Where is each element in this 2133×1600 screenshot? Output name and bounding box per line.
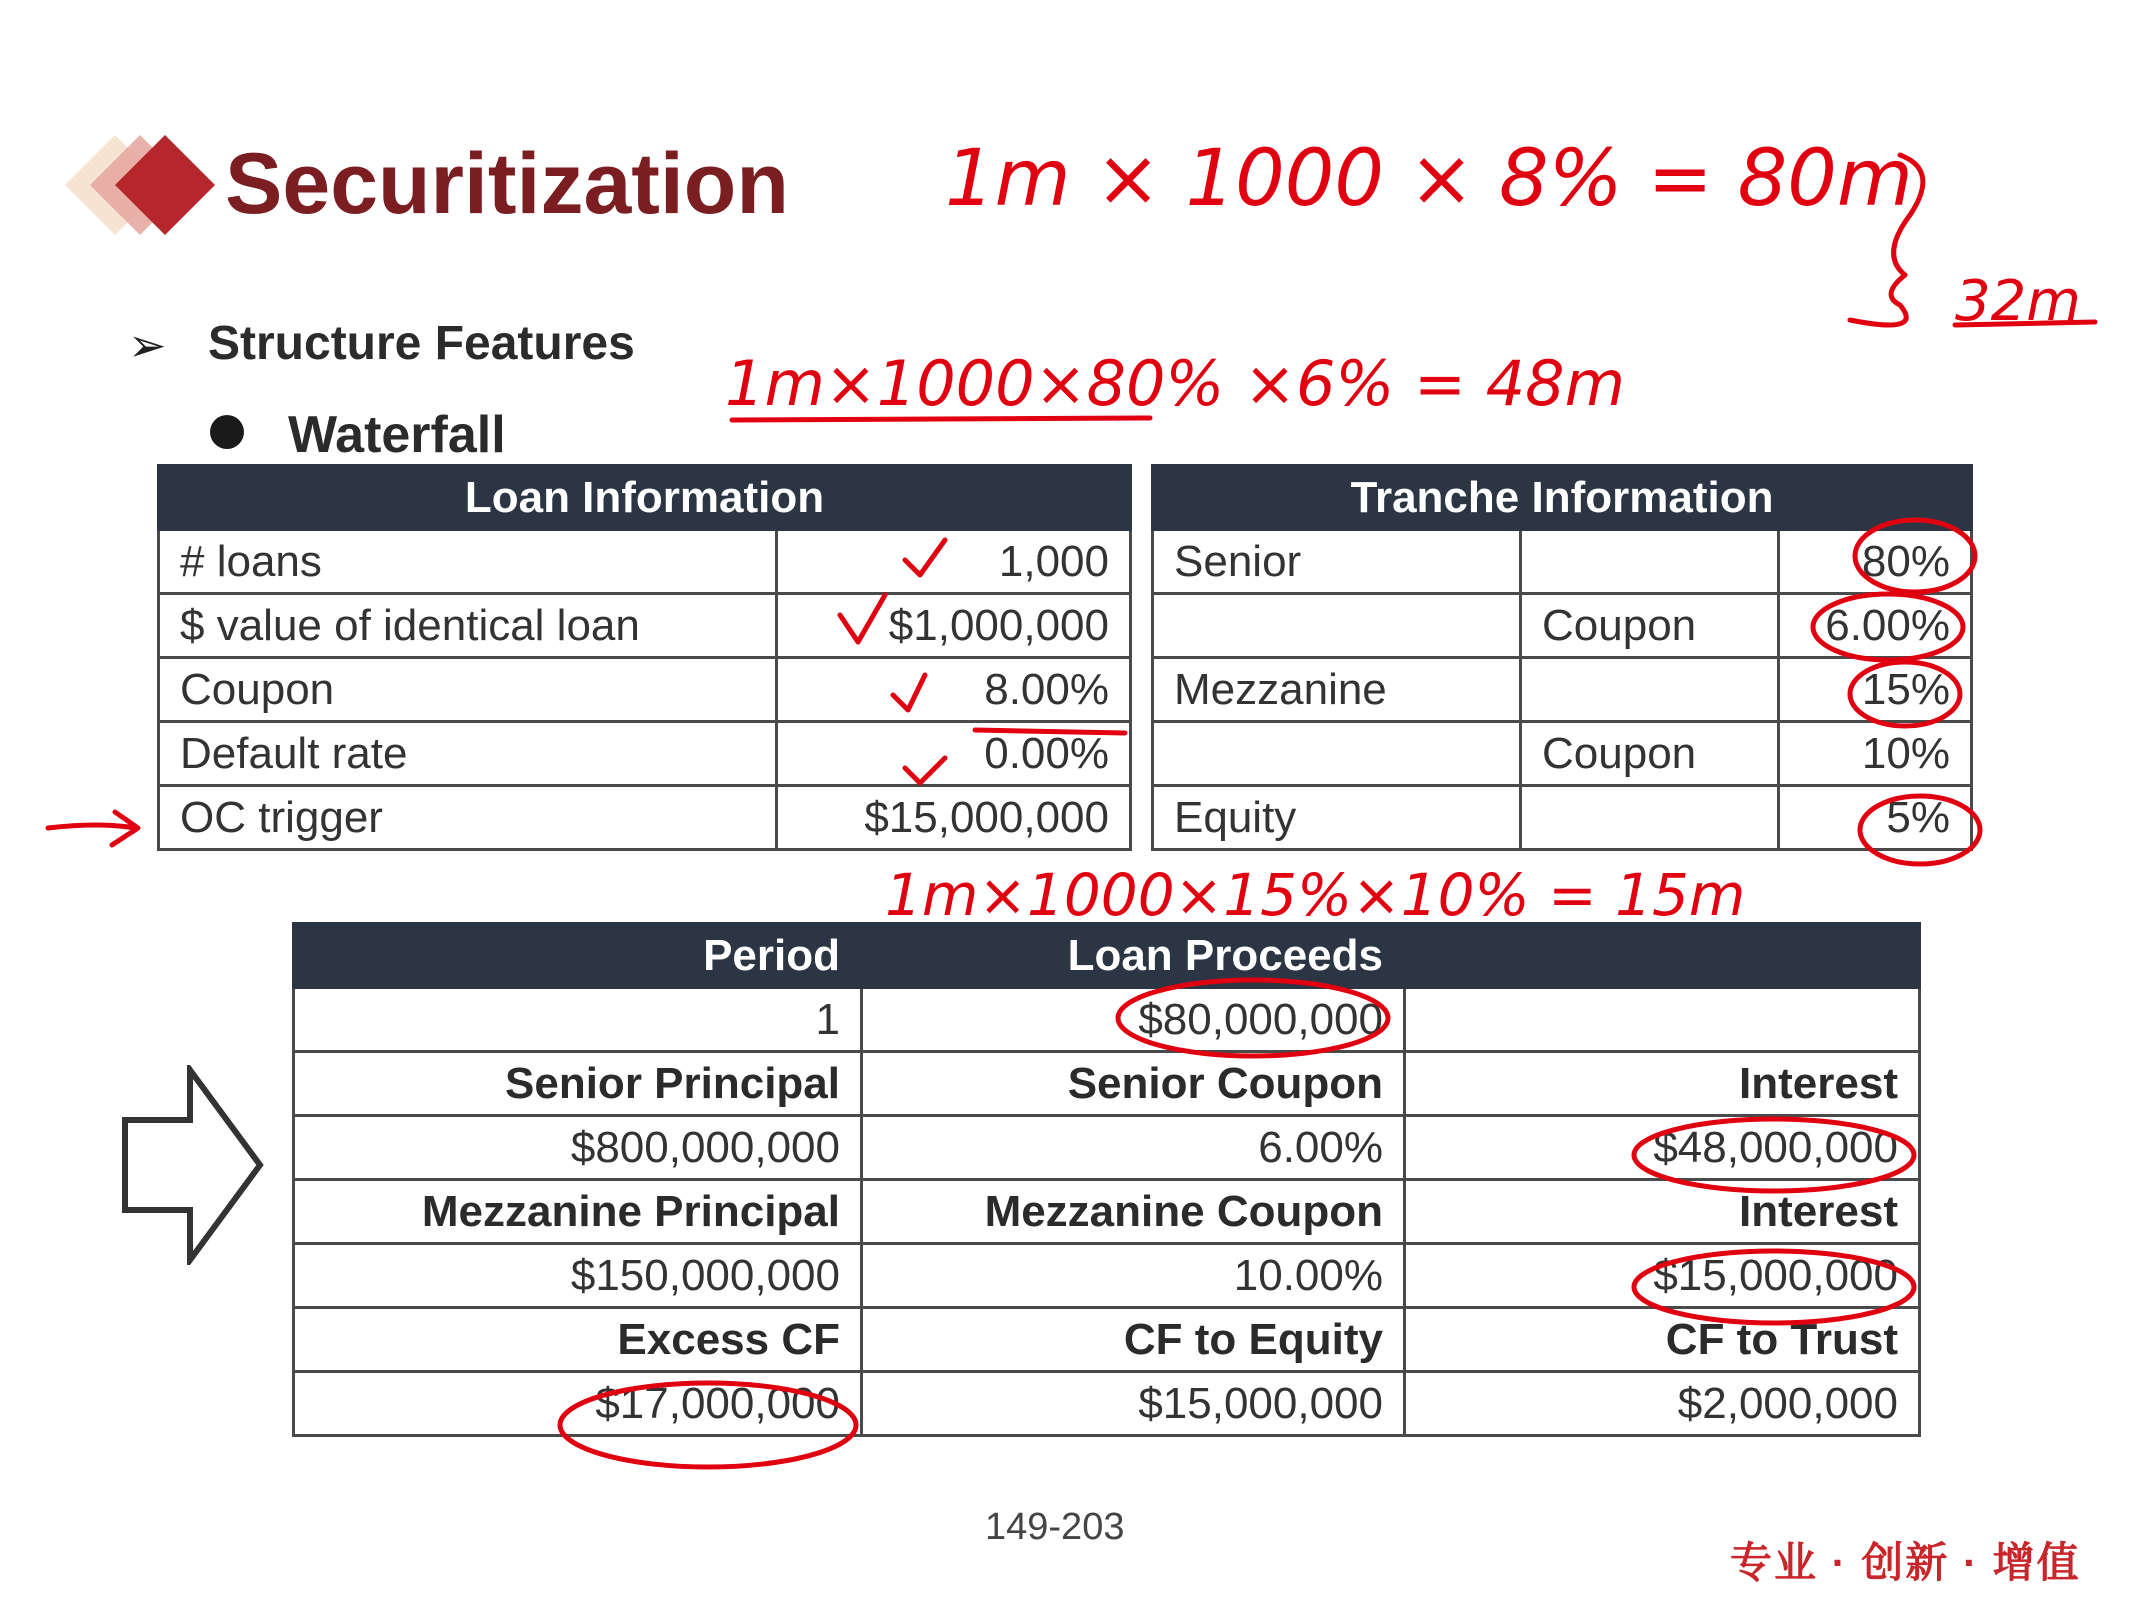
loan-label: $ value of identical loan bbox=[159, 594, 777, 658]
waterfall-header-blank bbox=[1405, 924, 1920, 988]
tranche-value: 5% bbox=[1779, 786, 1972, 850]
title-diamond-logo bbox=[55, 125, 215, 245]
table-row bbox=[294, 1244, 1920, 1308]
waterfall-label: Senior Principal bbox=[294, 1052, 862, 1116]
loan-value: 1,000 bbox=[777, 530, 1131, 594]
loan-value: $1,000,000 bbox=[777, 594, 1131, 658]
table-row bbox=[159, 594, 1131, 658]
tranche-information-table bbox=[1151, 464, 1973, 851]
handwriting-line-3: 32m bbox=[1955, 269, 2081, 334]
table-row bbox=[294, 1116, 1920, 1180]
table-row bbox=[159, 722, 1131, 786]
tranche-value: 10% bbox=[1779, 722, 1972, 786]
loan-value: 0.00% bbox=[777, 722, 1131, 786]
slide-title: Securitization bbox=[225, 136, 789, 232]
waterfall-value: $2,000,000 bbox=[1405, 1372, 1920, 1436]
waterfall-value: $17,000,000 bbox=[294, 1372, 862, 1436]
loan-label: Default rate bbox=[159, 722, 777, 786]
tranche-name bbox=[1153, 722, 1521, 786]
loan-value: 8.00% bbox=[777, 658, 1131, 722]
waterfall-value: $48,000,000 bbox=[1405, 1116, 1920, 1180]
table-row bbox=[1153, 786, 1972, 850]
handwritten-underline bbox=[732, 418, 1150, 420]
blank-cell bbox=[1405, 988, 1920, 1052]
tranche-value: 15% bbox=[1779, 658, 1972, 722]
waterfall-label: Senior Coupon bbox=[862, 1052, 1405, 1116]
waterfall-label: Mezzanine Principal bbox=[294, 1180, 862, 1244]
loan-proceeds-value: $80,000,000 bbox=[862, 988, 1405, 1052]
arrow-bullet-icon: ➢ bbox=[128, 319, 167, 371]
tranche-name bbox=[1153, 594, 1521, 658]
waterfall-label: Interest bbox=[1405, 1052, 1920, 1116]
waterfall-label: Excess CF bbox=[294, 1308, 862, 1372]
handwriting-line-2: 1m×1000×80% ×6% = 48m bbox=[725, 347, 1625, 420]
waterfall-value: $15,000,000 bbox=[862, 1372, 1405, 1436]
waterfall-label: CF to Equity bbox=[862, 1308, 1405, 1372]
table-row bbox=[294, 988, 1920, 1052]
tranche-name: Mezzanine bbox=[1153, 658, 1521, 722]
table-row bbox=[1153, 658, 1972, 722]
page-number: 149-203 bbox=[985, 1506, 1125, 1548]
loan-value: $15,000,000 bbox=[777, 786, 1131, 850]
tranche-value: 6.00% bbox=[1779, 594, 1972, 658]
handwritten-underline bbox=[1955, 322, 2095, 325]
pointer-arrow-icon bbox=[48, 812, 138, 845]
tranche-value: 80% bbox=[1779, 530, 1972, 594]
waterfall-header-loan-proceeds: Loan Proceeds bbox=[862, 924, 1405, 988]
handwritten-brace bbox=[1850, 155, 1923, 325]
table-row bbox=[159, 786, 1131, 850]
table-row bbox=[159, 658, 1131, 722]
waterfall-value: $800,000,000 bbox=[294, 1116, 862, 1180]
tranche-name: Equity bbox=[1153, 786, 1521, 850]
tranche-table-header: Tranche Information bbox=[1153, 466, 1972, 530]
tranche-sub bbox=[1521, 530, 1779, 594]
loan-label: # loans bbox=[159, 530, 777, 594]
waterfall-value: 10.00% bbox=[862, 1244, 1405, 1308]
dot-bullet-icon bbox=[210, 415, 244, 449]
tranche-sub bbox=[1521, 658, 1779, 722]
table-row bbox=[294, 1052, 1920, 1116]
waterfall-label: Mezzanine Coupon bbox=[862, 1180, 1405, 1244]
table-row bbox=[1153, 722, 1972, 786]
table-row bbox=[159, 530, 1131, 594]
handwriting-line-4: 1m×1000×15%×10% = 15m bbox=[885, 861, 1746, 929]
waterfall-value: $150,000,000 bbox=[294, 1244, 862, 1308]
loan-table-header: Loan Information bbox=[159, 466, 1131, 530]
bullet-waterfall: Waterfall bbox=[288, 406, 506, 464]
table-row bbox=[1153, 594, 1972, 658]
waterfall-table bbox=[292, 922, 1921, 1437]
loan-label: Coupon bbox=[159, 658, 777, 722]
loan-information-table bbox=[157, 464, 1132, 851]
tranche-sub bbox=[1521, 786, 1779, 850]
right-arrow-icon bbox=[120, 1065, 270, 1265]
tranche-sub: Coupon bbox=[1521, 594, 1779, 658]
table-row bbox=[294, 1180, 1920, 1244]
table-row bbox=[294, 1308, 1920, 1372]
period-value: 1 bbox=[294, 988, 862, 1052]
waterfall-value: 6.00% bbox=[862, 1116, 1405, 1180]
tranche-sub: Coupon bbox=[1521, 722, 1779, 786]
table-row bbox=[1153, 530, 1972, 594]
table-row bbox=[294, 1372, 1920, 1436]
waterfall-label: CF to Trust bbox=[1405, 1308, 1920, 1372]
footer-slogan: 专业 · 创新 · 增值 bbox=[1730, 1539, 2081, 1586]
bullet-structure-features: Structure Features bbox=[208, 317, 635, 370]
waterfall-value: $15,000,000 bbox=[1405, 1244, 1920, 1308]
handwriting-line-1: 1m × 1000 × 8% = 80m bbox=[945, 134, 1913, 224]
tranche-name: Senior bbox=[1153, 530, 1521, 594]
waterfall-header-period: Period bbox=[294, 924, 862, 988]
loan-label: OC trigger bbox=[159, 786, 777, 850]
waterfall-label: Interest bbox=[1405, 1180, 1920, 1244]
